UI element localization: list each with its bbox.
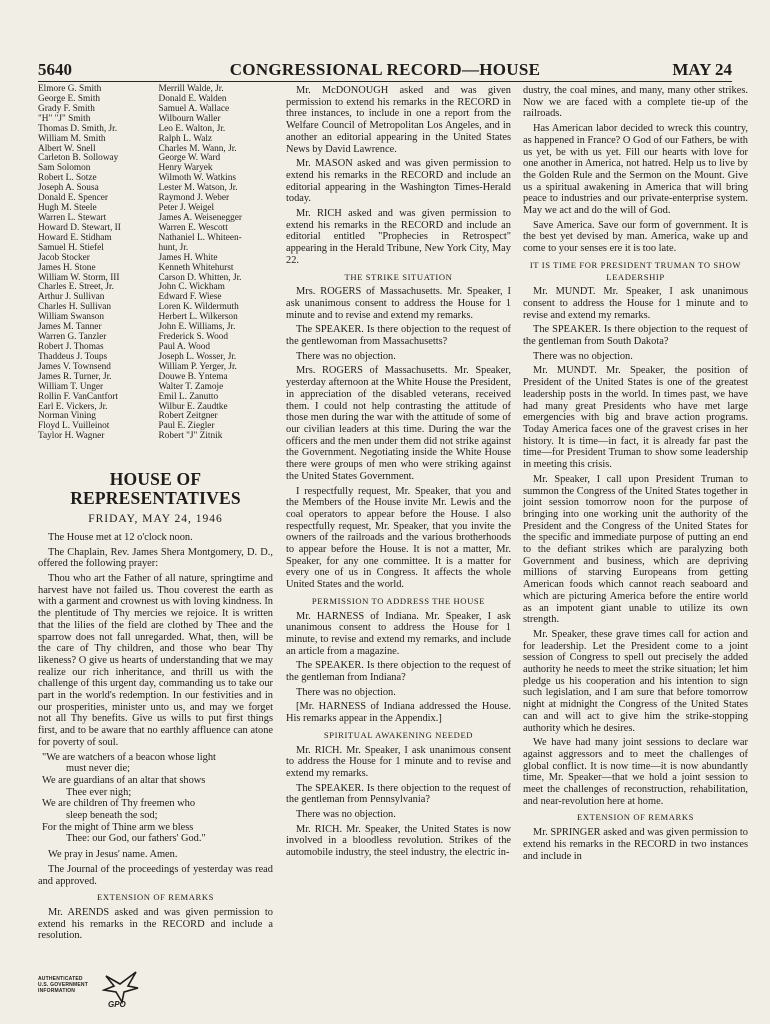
header-rule [38,81,732,82]
house-heading: HOUSE OF REPRESENTATIVES [70,469,241,509]
member-name: Kenneth Whitehurst [158,262,234,273]
member-name: Henry Waryek [158,163,213,174]
member-name: James A. Weisenegger [158,212,243,223]
paragraph-mundt: We have had many joint sessions to declare war against aggressors and to meet the challenges of global conflict. It is now time—it is now abundantly time, Mr. Speaker—that we hold a joint session to meet the challenges of reconstruction, rehabilitation, and near-revolution here at home. [523,737,748,807]
member-name: Joseph L. Wosser, Jr. [158,351,237,362]
paragraph-chaplain: The Chaplain, Rev. James Shera Montgomery, D. D., offered the following prayer: [38,546,273,570]
section-heading-spiritual: SPIRITUAL AWAKENING NEEDED [323,729,474,740]
paragraph-journal: The Journal of the proceedings of yesterday was read and approved. [38,863,273,887]
member-name: Albert W. Snell [38,143,96,154]
member-name: John C. Wickham [158,282,225,293]
column-3 [523,85,748,976]
member-name: Taylor H. Wagner [38,431,105,442]
paragraph-rogers: I respectfully request, Mr. Speaker, that you and the Members of the House invite Mr. Lewis and the coal operators to appear before the House. I also respectfully request, Mr. Speaker, that you invite the owners of the railroads and the various brotherhoods to appear before the House. It is not a matter, Mr. Speaker, for any one committee. It is a matter for every one of us in Congress. It affects the whole United States and the world. [286,485,511,591]
name-list-right [159,85,274,442]
member-name: William W. Storm, III [38,272,120,283]
section-heading-extension: EXTENSION OF REMARKS [96,892,215,903]
member-name: Warren E. Wescott [158,222,228,233]
member-name: Norman Vining [38,411,96,422]
paragraph-harness: [Mr. HARNESS of Indiana addressed the House. His remarks appear in the Appendix.] [286,701,511,725]
member-name: Carson D. Whitten, Jr. [158,272,242,283]
paragraph-rich: Has American labor decided to wreck this country, as happened in France? O God of our Fathers, be with us yet, be with us yet. Fill our hearts with love for one another in America, not hatred. Help us to live by the Golden Rule and the Sermon on the Mount. Give us a spiritual awakening in America that will bring peace to industries and our private-enterprise system. May we act and do the will of God. [523,123,748,217]
gpo-text-line: INFORMATION [38,988,76,994]
member-name: Charles M. Wann, Jr. [158,143,237,154]
paragraph-rogers: Mrs. ROGERS of Massachusetts. Mr. Speaker, yesterday afternoon at the White House the President, in appreciation of the disabled veterans, received them. I could not help contrasting the attitude of those men during the war with the attitude of some of our civilian leaders at this time. During the war the officers and the men under them did not strike against the Government. Negotiating inside the White House there were groups of men who were striking against the United States Government. [286,365,511,482]
page-date: MAY 24 [672,60,732,79]
member-name: Hugh M. Steele [38,203,97,214]
member-name: Samuel H. Stiefel [38,242,104,253]
paragraph-no-objection: There was no objection. [296,686,396,698]
member-name: Merrill Walde, Jr. [158,84,224,94]
member-name: Sam Solomon [38,163,91,174]
paragraph-mundt: Mr. Speaker, these grave times call for action and for leadership. Let the President come to a joint session of Congress to spell out precisely the added authority he needs to meet the strike situation; let him pledge us his cooperation and his intention to sign such legislation, and I am sure that before tomorrow night at midnight the Congress of the United States can and will act to give him the strike-stopping authority which he desires. [523,628,748,734]
member-name: Frederick S. Wood [158,332,229,343]
member-name: William T. Unger [38,381,104,392]
member-name: Robert J. Thomas [38,341,104,352]
poem-line: We are children of Thy freemen who [42,798,196,810]
session-date: FRIDAY, MAY 24, 1946 [88,513,223,526]
paragraph-no-objection: There was no objection. [296,809,396,821]
paragraph-no-objection: There was no objection. [533,350,633,362]
poem-line: Thee: our God, our fathers' God." [66,833,206,845]
member-name: Joseph A. Sousa [38,183,99,194]
member-name: Earl E. Vickers, Jr. [38,401,108,412]
member-name: William P. Yerger, Jr. [158,361,237,372]
paragraph-rich: Save America. Save our form of government. It is the best yet devised by man. America, wake up and come to your senses ere it is too late. [523,219,748,255]
paragraph-prayer: Thou who art the Father of all nature, springtime and harvest have not failed us. Thou coverest the earth as with a garment and crownest us with loving kindness. In the plentitude of Thy mercies we rejoice. It is written that the lilies of the field are clothed by Thee and the sparrow does not fall unregarded. What, then, will be the care of Thy children, and those who bear Thy likeness? O give us hearts of understanding that we may realize our rich inheritance, and thrill us with the challenge of this urgent day, commanding us to take our part in the world's redemption. In our festivities and in our prosperities, minister unto us, and may we forget not all Thy benefits. Give us wills to put first things first, and to be aware that no earthly affluence can atone for poverty of soul. [38,573,273,748]
member-name: Ralph L. Walz [158,133,213,144]
member-name: James V. Townsend [38,361,111,372]
member-name: Warren L. Stewart [38,212,107,223]
paragraph-rogers: Mrs. ROGERS of Massachusetts. Mr. Speaker, I ask unanimous consent to address the House for 1 minute and to revise and extend my remarks. [286,286,511,321]
paragraph-speaker: The SPEAKER. Is there objection to the request of the gentlewoman from Massachusetts? [286,324,511,348]
member-name: Herbert L. Wilkerson [158,312,238,323]
member-name: John E. Williams, Jr. [158,322,236,333]
member-name: Howard D. Stewart, II [38,222,121,233]
paragraph-meeting: The House met at 12 o'clock noon. [48,531,193,543]
paragraph-speaker: The SPEAKER. Is there objection to the request of the gentleman from Pennsylvania? [286,782,511,806]
paragraph-rich-continued: dustry, the coal mines, and many, many other strikes. Now we are faced with a complete tie-up of the railroads. [523,85,748,120]
paragraph-amen: We pray in Jesus' name. Amen. [48,849,178,861]
member-name: Peter J. Weigel [158,203,215,214]
paragraph-no-objection: There was no objection. [296,350,396,362]
member-name: Carleton B. Solloway [38,153,119,164]
member-name: Paul E. Ziegler [158,421,215,432]
page-title: CONGRESSIONAL RECORD—HOUSE [229,60,541,79]
member-name: James H. White [158,252,218,263]
member-name: Robert L. Sotze [38,173,97,184]
poem-line: "We are watchers of a beacon whose light [42,751,216,763]
member-name: Emil L. Zanutto [158,391,219,402]
paragraph-speaker: The SPEAKER. Is there objection to the request of the gentleman from Indiana? [286,660,511,684]
member-name: Wilmoth W. Watkins [158,173,236,184]
member-name: Nathaniel L. Whiteen- [158,232,242,243]
member-name: Paul A. Wood [158,341,211,352]
member-name: George E. Smith [38,93,101,104]
member-name: Wilbourn Waller [158,113,221,124]
poem-line: Thee ever nigh; [66,786,132,798]
column-1 [38,85,273,976]
section-heading-extension: EXTENSION OF REMARKS [576,812,695,823]
paragraph-rich: Mr. RICH. Mr. Speaker, I ask unanimous consent to address the House for 1 minute and to revise and extend my remarks. [286,744,511,779]
member-name: Warren G. Tanzler [38,332,107,343]
section-heading-truman: IT IS TIME FOR PRESIDENT TRUMAN TO SHOW LEADERSHIP [529,259,742,282]
member-name: Howard E. Stidham [38,232,112,243]
name-list [38,85,273,442]
member-name: "H" "J" Smith [38,113,91,124]
member-name: Charles E. Street, Jr. [38,282,114,293]
paragraph-rich: Mr. RICH asked and was given permission to extend his remarks in the RECORD and include an editorial entitled "Prophecies in Retrospect" appearing in the Herald Tribune, New York City, May 22. [286,208,511,266]
member-name: Samuel A. Wallace [158,103,230,114]
member-name: Jacob Stocker [38,252,90,263]
column-2 [286,85,511,976]
member-name: James H. Stone [38,262,96,273]
member-name: Loren K. Wildermuth [158,302,239,313]
poem-line: must never die; [66,763,131,775]
gpo-mark: GPO [108,1000,126,1009]
paragraph-arends: Mr. ARENDS asked and was given permission to extend his remarks in the RECORD and include a resolution. [38,906,273,942]
paragraph-mundt: Mr. MUNDT. Mr. Speaker, the position of President of the United States is one of the greatest leadership posts in the world. In times past, we have had many great Presidents who have met large emergencies with big and brave action programs. Today America faces one of the gravest crises in her history. It is time—in fact, it is already far past the time—for President Truman to show some leadership in meeting this crisis. [523,365,748,471]
member-name: Rollin F. VanCantfort [38,391,118,402]
member-name: Floyd L. Vuilleinot [38,421,110,432]
member-name: James R. Turner, Jr. [38,371,112,382]
member-name: Thomas D. Smith, Jr. [38,123,118,134]
gpo-authentication-logo [38,966,148,1012]
paragraph-mundt: Mr. Speaker, I call upon President Truman to summon the Congress of the United States together in joint session tomorrow noon for the purpose of bringing into one working unit the authority of the President and the Congress of the United States for the specific and immediate purpose of putting an end to the defiant strikes which are paralyzing both Government and business, which are depriving millions of starving Europeans from getting American foods which cannot reach seaboard and which are picturing America before the entire world as an impotent giant unable to utilize its own strength. [523,473,748,626]
paragraph-speaker: The SPEAKER. Is there objection to the request of the gentleman from South Dakota? [523,324,748,348]
member-name: Thaddeus J. Toups [38,351,108,362]
page-header [38,60,732,82]
gpo-text-line: U.S. GOVERNMENT [38,982,88,988]
name-list-left [38,85,153,442]
poem-line: We are guardians of an altar that shows [42,774,206,786]
member-name: George W. Ward [158,153,221,164]
gpo-text-line: AUTHENTICATED [38,976,83,982]
paragraph-harness: Mr. HARNESS of Indiana. Mr. Speaker, I ask unanimous consent to address the House for 1 minute, to revise and extend my remarks, and include an article from a magazine. [286,610,511,657]
member-name: Donald E. Walden [158,93,227,104]
page-number: 5640 [38,60,72,79]
member-name: Douwe B. Yntema [158,371,228,382]
member-name: hunt, Jr. [158,242,189,253]
paragraph-mundt: Mr. MUNDT. Mr. Speaker, I ask unanimous consent to address the House for 1 minute and to revise and extend my remarks. [523,286,748,321]
poem-line: sleep beneath the sod; [66,810,158,822]
paragraph-mcdonough: Mr. McDONOUGH asked and was given permission to extend his remarks in the RECORD in three instances, to include in one a report from the Welfare Council of Metropolitan Los Angeles, and in another an editorial appearing in the United States News by David Lawrence. [286,85,511,155]
member-name: Robert Zeitgner [158,411,218,422]
member-name: William M. Smith [38,133,106,144]
member-name: Robert "J" Zitnik [158,431,223,442]
member-name: Walter T. Zamoje [158,381,224,392]
section-heading-strike: THE STRIKE SITUATION [344,271,453,282]
member-name: William Swanson [38,312,104,323]
member-name: Leo E. Walton, Jr. [158,123,226,134]
paragraph-rich: Mr. RICH. Mr. Speaker, the United States is now involved in a bloodless revolution. Strikes of the automobile industry, the steel industry, the electric in- [286,823,511,859]
member-name: Charles H. Sullivan [38,302,112,313]
member-name: Donald E. Spencer [38,193,108,204]
poem-line: For the might of Thine arm we bless [42,821,194,833]
section-heading-permission: PERMISSION TO ADDRESS THE HOUSE [311,595,486,606]
paragraph-springer: Mr. SPRINGER asked and was given permission to extend his remarks in the RECORD in two instances and include in [523,827,748,862]
member-name: Grady F. Smith [38,103,95,114]
member-name: Arthur J. Sullivan [38,292,105,303]
member-name: Elmore G. Smith [38,84,102,94]
gpo-text [38,976,88,994]
member-name: James M. Tanner [38,322,102,333]
member-name: Edward F. Wiese [158,292,222,303]
member-name: Raymond J. Weber [158,193,230,204]
member-name: Wilbur E. Zaudtke [158,401,228,412]
paragraph-mason: Mr. MASON asked and was given permission to extend his remarks in the RECORD and include an editorial appearing in the Washington Times-Herald today. [286,158,511,205]
member-name: Lester M. Watson, Jr. [158,183,238,194]
prayer-poem [38,752,273,846]
